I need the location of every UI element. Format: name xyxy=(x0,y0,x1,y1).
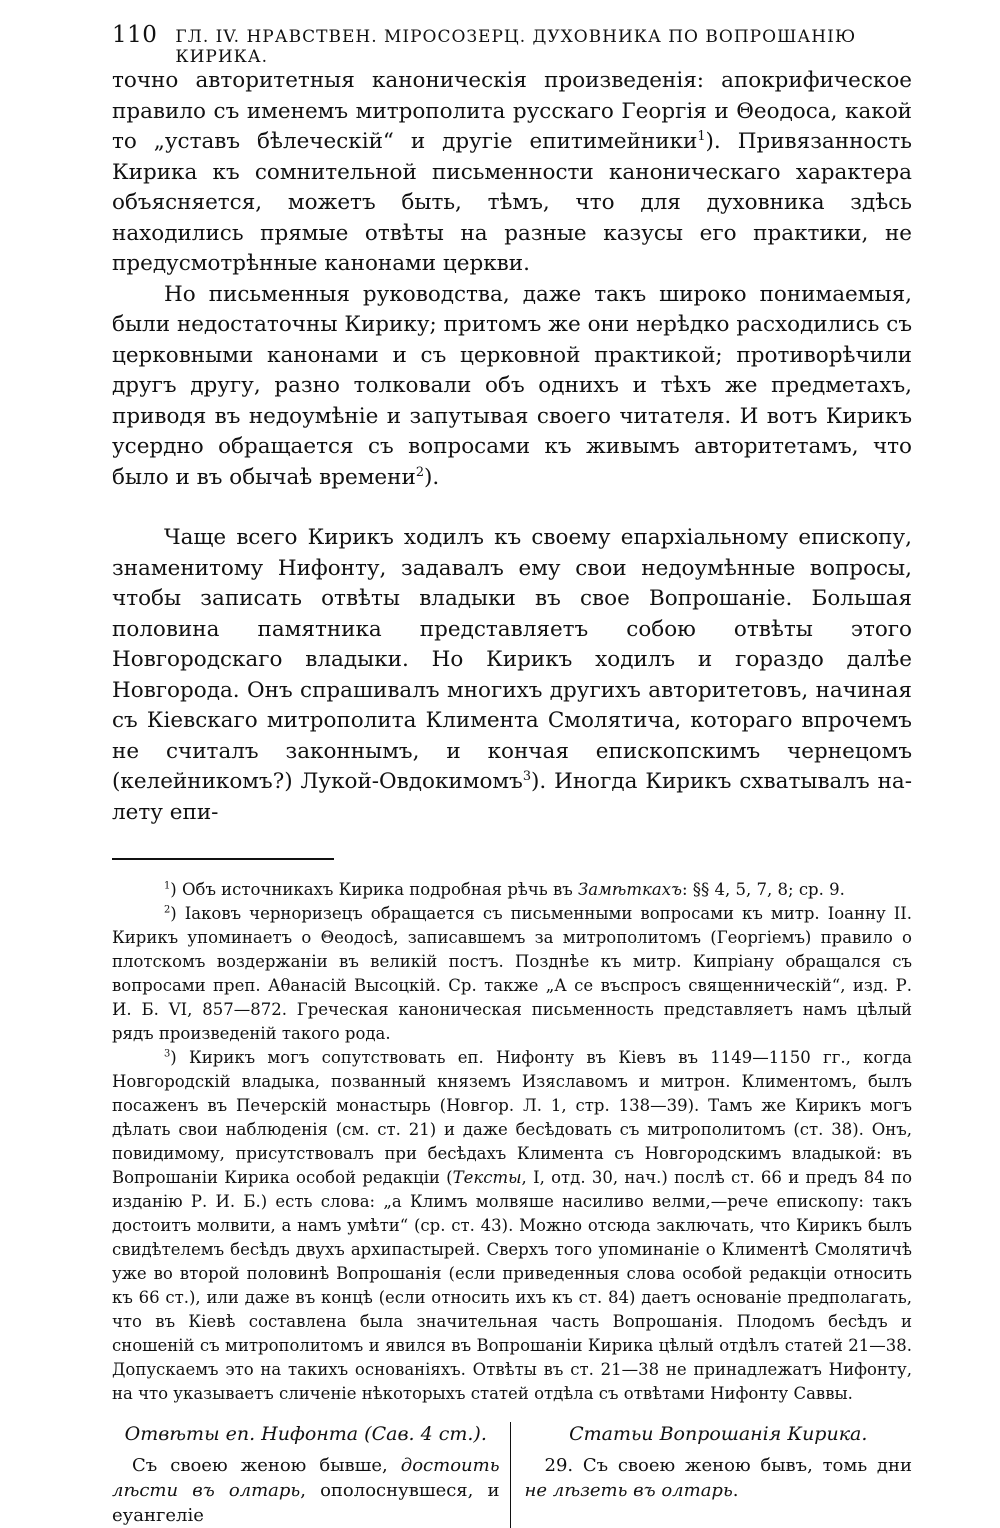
right-text-a: 29. Съ своею женою бывъ, томь дни xyxy=(544,1455,912,1476)
page xyxy=(112,22,912,1528)
running-title: ГЛ. IV. НРАВСТВЕН. МІРОСОЗЕРЦ. ДУХОВНИКА ПО ВОПРОШАНІЮ КИРИКА. xyxy=(175,27,857,67)
footnote-1-text-b: : §§ 4, 5, 7, 8; ср. 9. xyxy=(682,880,845,899)
right-column-heading: Статьи Вопрошанія Кирика. xyxy=(569,1423,868,1445)
footnote-2-mark: 2 xyxy=(164,904,171,916)
page-number: 110 xyxy=(112,22,158,48)
right-text-b: . xyxy=(732,1480,739,1501)
footnote-ref-1: 1 xyxy=(697,128,706,144)
footnote-3-text-b: , I, отд. 30, нач.) послѣ ст. 66 и предъ 84 по изданію Р. И. Б.) есть слова: „а Климъ молвяше насиливо велми,—рече епископу: такъ достоитъ молвити, а намъ умѣти“ (ср. ст. 43). Можно отсюда заключать, что Кирикъ былъ свидѣтелемъ бесѣдъ двухъ архипастырей. Сверхъ того упоминаніе о Климентѣ Смолятичѣ уже во второй половинѣ Вопрошанія (если приведенныя слова особой редакціи относить къ 66 ст.), или даже въ концѣ (если относить ихъ къ ст. 84) даетъ основаніе предполагать, что въ Кіевѣ составлена была значительная часть Вопрошанія. Плодомъ бесѣдъ и сношеній съ митрополитомъ и явился въ Вопрошаніи Кирика цѣлый отдѣлъ статей 21—38. Допускаемъ это на такихъ основаніяхъ. Отвѣты въ ст. 21—38 не принадлежатъ Нифонту, на что указываетъ сличеніе нѣкоторыхъ статей отдѣла съ отвѣтами Нифонту Саввы. xyxy=(112,1168,912,1403)
footnote-ref-2: 2 xyxy=(415,464,425,480)
footnote-3-text-a: ) Кирикъ могъ сопутствовать еп. Нифонту въ Кіевъ въ 1149—1150 гг., когда Новгородскій владыка, позванный княземъ Изяславомъ и митрон. Климентомъ, былъ посаженъ въ Печерскій монастырь (Новгор. Л. 1, стр. 138—39). Тамъ же Кирикъ могъ дѣлать свои наблюденія (см. ст. 21) и даже бесѣдовать съ митрополитомъ (ст. 38). Онъ, повидимому, присутствовалъ при бесѣдахъ Климента съ Новгородскимъ владыкой: въ Вопрошаніи Кирика особой редакціи ( xyxy=(112,1048,912,1187)
paragraph-2 xyxy=(112,280,912,494)
footnote-1-text-a: ) Объ источникахъ Кирика подробная рѣчь въ xyxy=(170,880,578,899)
left-text-italic: достоить лѣсти въ олтарь xyxy=(112,1455,500,1501)
running-head xyxy=(112,22,912,67)
footnote-3 xyxy=(112,1046,912,1406)
paragraph-2-tail: ). xyxy=(424,464,440,490)
parallel-columns xyxy=(112,1422,912,1528)
footnotes xyxy=(112,878,912,1406)
footnote-2-text: ) Іаковъ черноризецъ обращается съ письменными вопросами къ митр. Іоанну II. Кирикъ упоминаетъ о Θеодосѣ, записавшемъ за митрополитомъ (Георгіемъ) правило о плотскомъ воздержаніи въ великій постъ. Позднѣе къ митр. Кипріану обращался съ вопросами преп. Аθанасій Высоцкій. Ср. также „А се въспросъ священническій“, изд. Р. И. Б. VI, 857—872. Греческая каноническая письменность представляетъ намъ цѣлый рядъ произведеній такого рода. xyxy=(112,904,912,1043)
paragraph-2-text: Но письменныя руководства, даже такъ широко понимаемыя, были недостаточны Кирику; притомъ же они нерѣдко расходились съ церковными канонами и съ церковной практикой; противорѣчили другъ другу, разно толковали объ однихъ и тѣхъ же предметахъ, приводя въ недоумѣніе и запутывая своего читателя. И вотъ Кирикъ усердно обращается съ вопросами къ живымъ авторитетамъ, что было и въ обычаѣ времени xyxy=(112,281,912,490)
left-column-text xyxy=(112,1453,500,1528)
left-text-a: Съ своею женою бывше, xyxy=(132,1455,401,1476)
footnote-1-mark: 1 xyxy=(164,880,171,892)
main-text xyxy=(112,66,912,828)
footnote-1-italic: Замѣткахъ xyxy=(578,880,682,899)
left-text-b: , ополоснувшеся, и еуангеліе xyxy=(112,1480,500,1526)
footnote-2 xyxy=(112,902,912,1046)
paragraph-3 xyxy=(112,523,912,828)
footnote-3-italic: Тексты xyxy=(452,1168,522,1187)
paragraph-1-tail: ). Привязанность Кирика къ сомнительной письменности каноническаго характера объясняется, можетъ быть, тѣмъ, что для духовника здѣсь находились прямые отвѣты на разные казусы его практики, не предусмотрѣнные канонами церкви. xyxy=(112,129,912,276)
paragraph-3-text: Чаще всего Кирикъ ходилъ къ своему епархіальному епископу, знаменитому Нифонту, задавалъ ему свои недоумѣнные вопросы, чтобы записать отвѣты владыки въ свое Вопрошаніе. Большая половина памятника представляетъ собою отвѣты этого Новгородскаго владыки. Но Кирикъ ходилъ и гораздо далѣе Новгорода. Онъ спрашивалъ многихъ другихъ авторитетовъ, начиная съ Кіевскаго митрополита Климента Смолятича, котораго впрочемъ не считалъ законнымъ, и кончая епископскимъ чернецомъ (келейникомъ?) Лукой-Овдокимомъ xyxy=(112,525,912,794)
footnote-3-mark: 3 xyxy=(164,1048,171,1060)
paragraph-1 xyxy=(112,66,912,280)
footnote-ref-3: 3 xyxy=(522,768,532,784)
footnote-rule xyxy=(112,858,334,860)
right-text-italic: не лѣзеть въ олтарь xyxy=(524,1480,733,1501)
footnote-1 xyxy=(112,878,912,902)
right-column xyxy=(511,1422,913,1528)
paragraph-3-tail: ). Иногда Кирикъ схватывалъ на-лету епи- xyxy=(112,769,912,825)
paragraph-1-text: точно авторитетныя каноническія произведенія: апокрифическое правило съ именемъ митрополита русскаго Георгія и Θеодоса, какой то „уставъ бѣлеческій“ и другіе епитимейники xyxy=(112,68,912,154)
left-column xyxy=(112,1422,511,1528)
right-column-text xyxy=(525,1453,913,1503)
left-column-heading: Отвѣты еп. Нифонта (Сав. 4 ст.). xyxy=(124,1423,487,1445)
